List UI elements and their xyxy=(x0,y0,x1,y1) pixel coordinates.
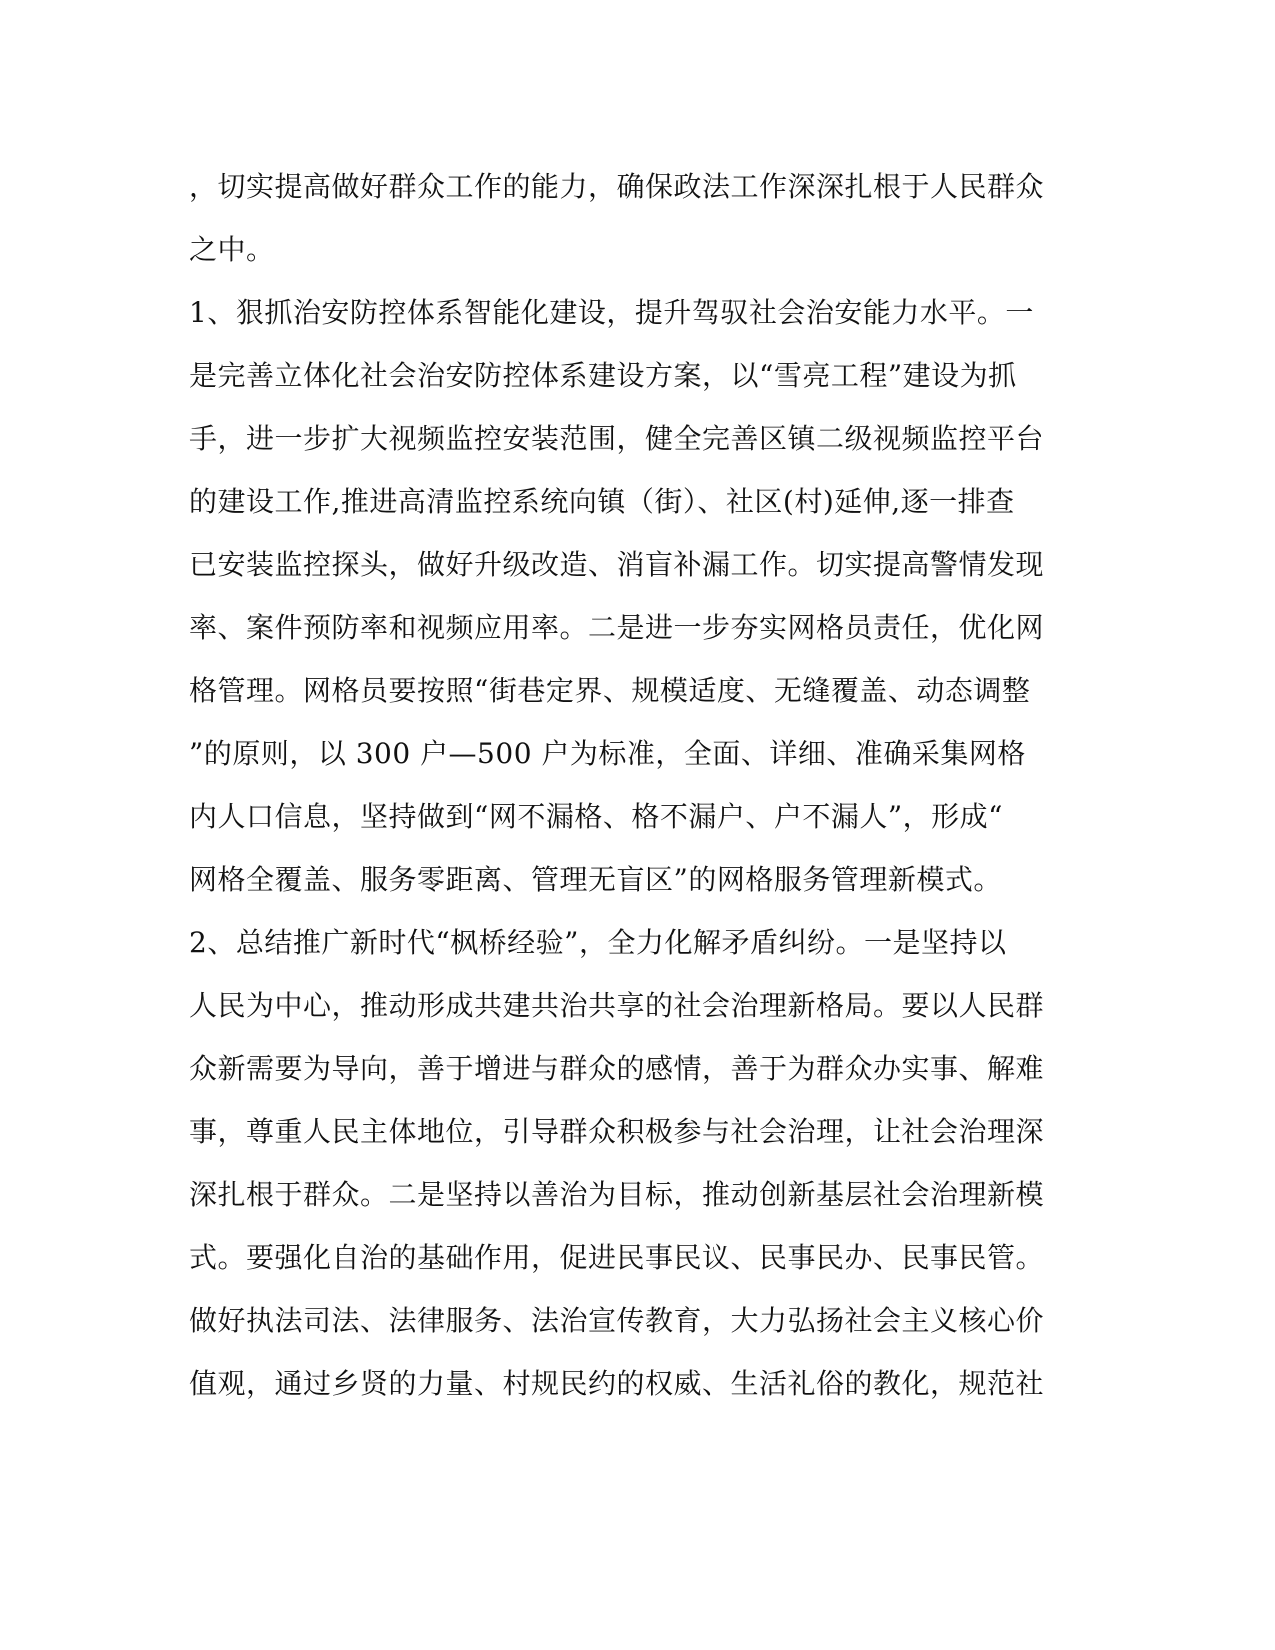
body-text xyxy=(189,155,1069,1415)
text-line: 深扎根于群众。二是坚持以善治为目标，推动创新基层社会治理新模 xyxy=(189,1178,1045,1211)
text-line: 率、案件预防率和视频应用率。二是进一步夯实网格员责任，优化网 xyxy=(189,611,1045,644)
text-line: 式。要强化自治的基础作用，促进民事民议、民事民办、民事民管。 xyxy=(189,1241,1045,1274)
text-line: ，切实提高做好群众工作的能力，确保政法工作深深扎根于人民群众 xyxy=(189,170,1045,203)
text-line: 值观，通过乡贤的力量、村规民约的权威、生活礼俗的教化，规范社 xyxy=(189,1367,1045,1400)
text-line: ”的原则，以 300 户—500 户为标准，全面、详细、准确采集网格 xyxy=(189,737,1026,770)
text-line: 的建设工作,推进高清监控系统向镇（街）、社区(村)延伸,逐一排查 xyxy=(189,485,1015,518)
text-line: 众新需要为导向，善于增进与群众的感情，善于为群众办实事、解难 xyxy=(189,1052,1045,1085)
text-line: 2、总结推广新时代“枫桥经验”，全力化解矛盾纠纷。一是坚持以 xyxy=(189,926,1007,959)
text-line: 内人口信息，坚持做到“网不漏格、格不漏户、户不漏人”，形成“ xyxy=(189,800,1003,833)
text-line: 之中。 xyxy=(189,233,275,266)
text-line: 手，进一步扩大视频监控安装范围，健全完善区镇二级视频监控平台 xyxy=(189,422,1045,455)
text-line: 已安装监控探头，做好升级改造、消盲补漏工作。切实提高警情发现 xyxy=(189,548,1045,581)
text-line: 事，尊重人民主体地位，引导群众积极参与社会治理，让社会治理深 xyxy=(189,1115,1045,1148)
text-line: 格管理。网格员要按照“街巷定界、规模适度、无缝覆盖、动态调整 xyxy=(189,674,1031,707)
text-line: 是完善立体化社会治安防控体系建设方案，以“雪亮工程”建设为抓 xyxy=(189,359,1017,392)
text-line: 网格全覆盖、服务零距离、管理无盲区”的网格服务管理新模式。 xyxy=(189,863,1002,896)
text-line: 做好执法司法、法律服务、法治宣传教育，大力弘扬社会主义核心价 xyxy=(189,1304,1045,1337)
text-line: 1、狠抓治安防控体系智能化建设，提升驾驭社会治安能力水平。一 xyxy=(189,296,1034,329)
text-line: 人民为中心，推动形成共建共治共享的社会治理新格局。要以人民群 xyxy=(189,989,1045,1022)
